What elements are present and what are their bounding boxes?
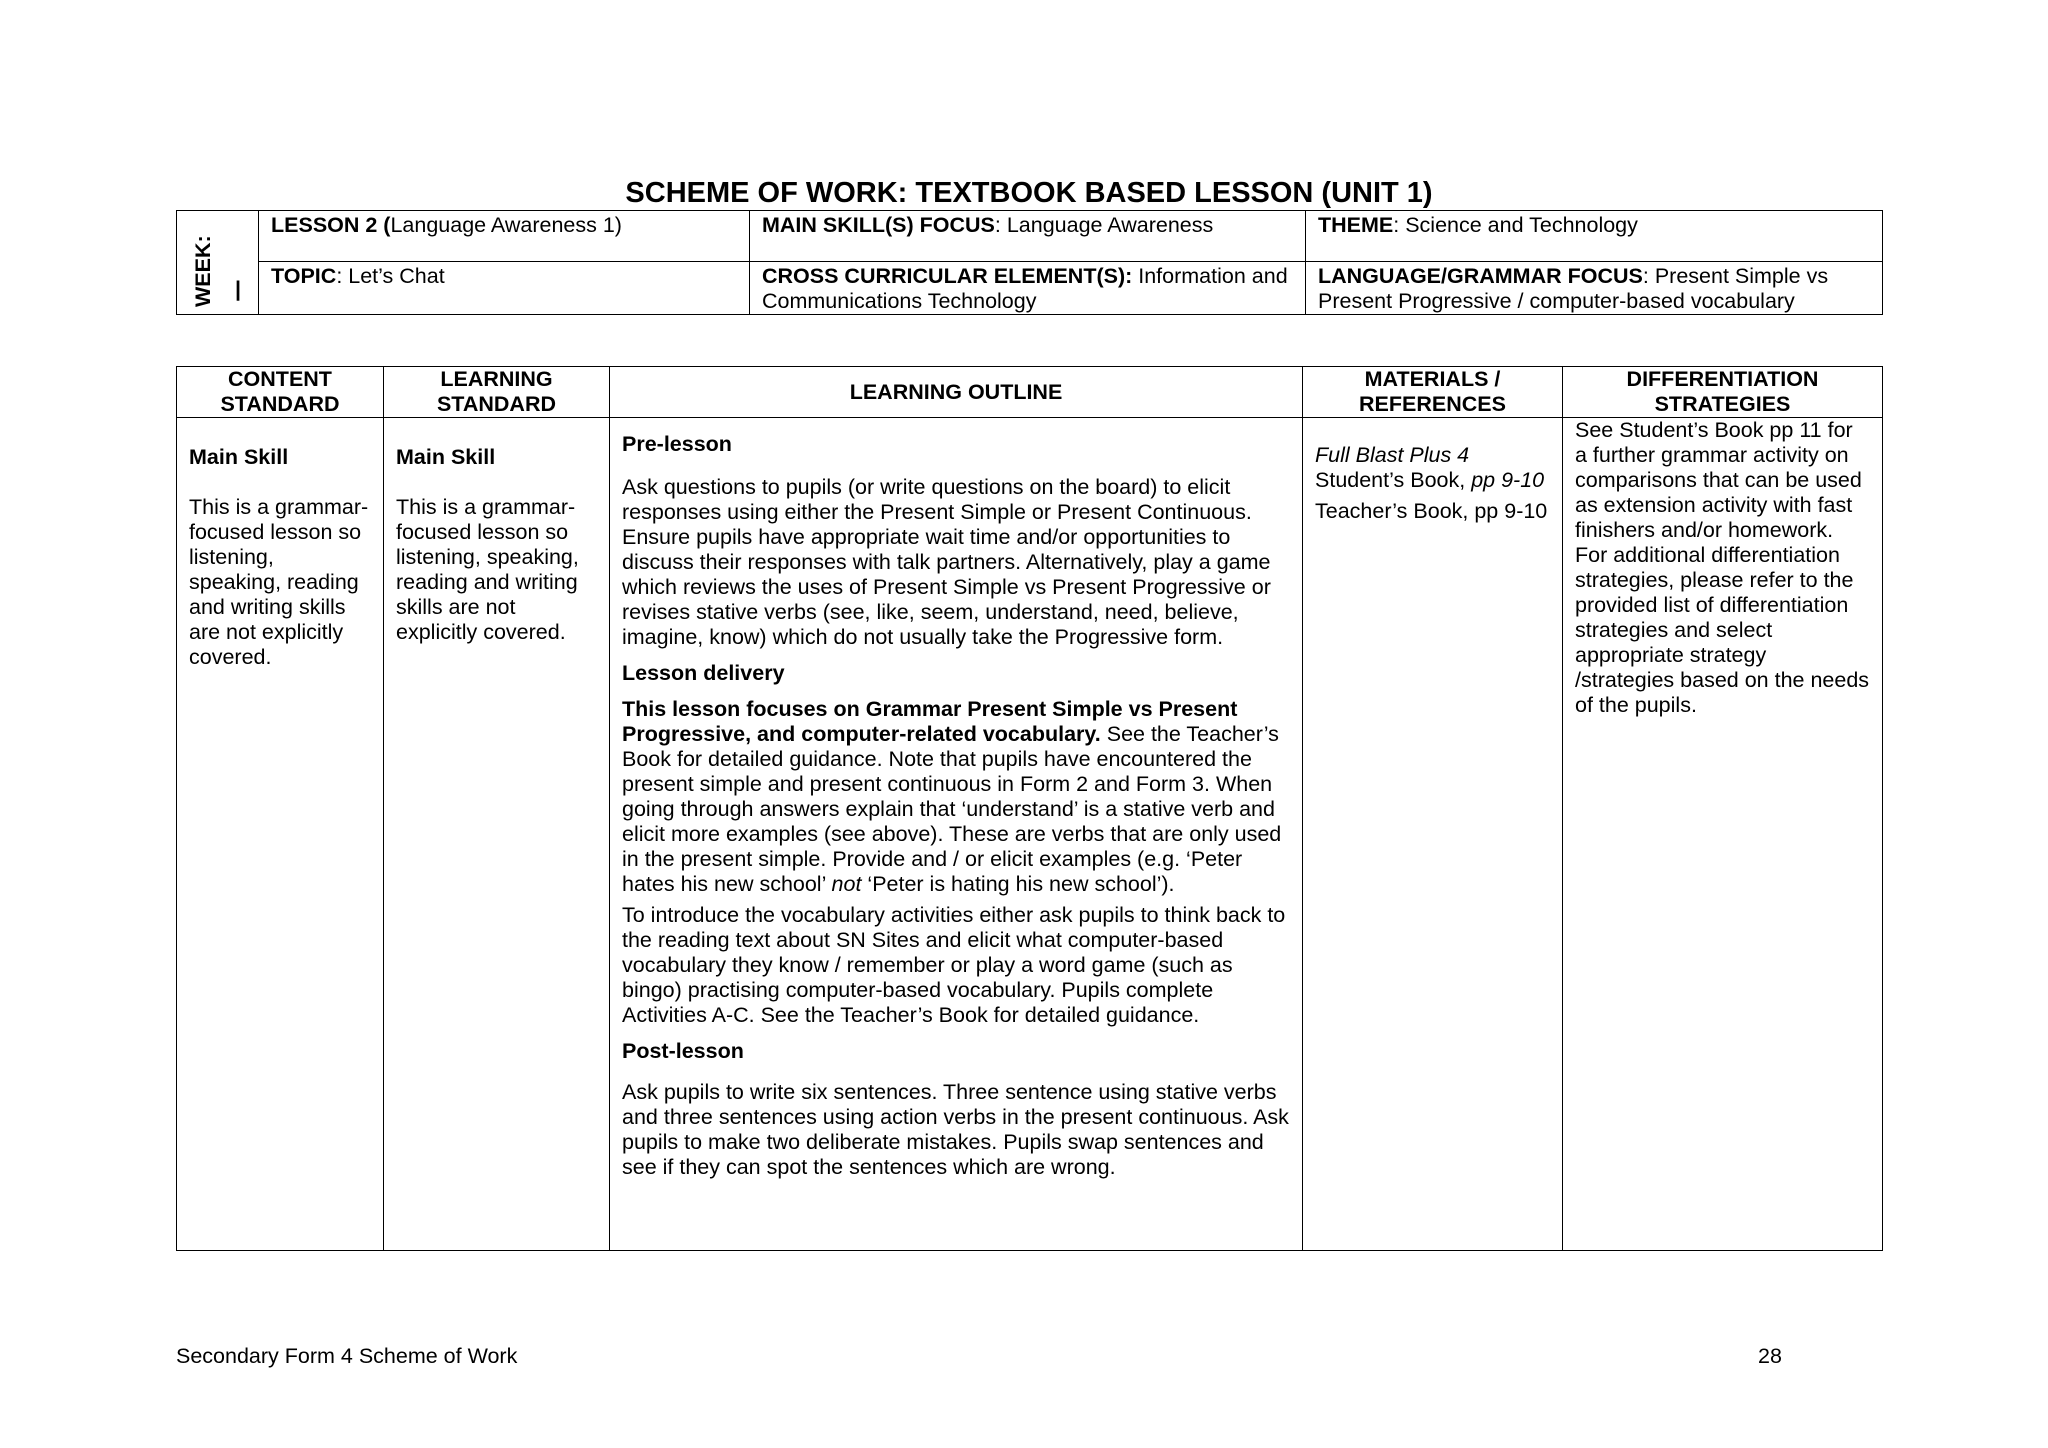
page-title: SCHEME OF WORK: TEXTBOOK BASED LESSON (UNIT 1) xyxy=(625,177,1433,209)
pre-lesson-heading: Pre-lesson xyxy=(622,432,732,456)
lesson-delivery-text xyxy=(622,697,1290,897)
grammar-focus-label: LANGUAGE/GRAMMAR FOCUS xyxy=(1318,264,1643,288)
footer-page-number: 28 xyxy=(1758,1344,1782,1368)
cross-curricular-value: Information and Communications Technology xyxy=(762,264,1288,313)
cross-curricular-label: CROSS CURRICULAR ELEMENT(S): xyxy=(762,264,1133,288)
differentiation-header: DIFFERENTIATION STRATEGIES xyxy=(1563,367,1883,418)
week-cell xyxy=(177,211,259,315)
learning-standard-heading: Main Skill xyxy=(396,445,496,469)
lesson-cell xyxy=(259,211,750,262)
post-lesson-heading: Post-lesson xyxy=(622,1039,744,1063)
lesson-value: Language Awareness 1) xyxy=(390,213,622,237)
materials-teachers-book: Teacher’s Book, pp 9-10 xyxy=(1315,499,1548,523)
main-skill-value: : Language Awareness xyxy=(994,213,1214,237)
learning-outline-cell xyxy=(610,418,1303,1251)
content-standard-cell xyxy=(177,418,384,1251)
learning-standard-cell xyxy=(384,418,610,1251)
content-standard-text: This is a grammar-focused lesson so listening, speaking, reading and writing skills are not explicitly covered. xyxy=(189,495,369,669)
materials-header: MATERIALS / REFERENCES xyxy=(1303,367,1563,418)
lesson-label: LESSON 2 ( xyxy=(271,213,391,237)
lesson-focus-statement: This lesson focuses on Grammar Present Simple vs Present Progressive, and computer-related vocabulary. xyxy=(622,697,1238,746)
lesson-delivery-heading: Lesson delivery xyxy=(622,661,785,685)
post-lesson-text: Ask pupils to write six sentences. Three sentence using stative verbs and three sentences using action verbs in the present continuous. Ask pupils to make two deliberate mistakes. Pupils swap sentences and see if they can spot the sentences which are wrong. xyxy=(622,1080,1289,1179)
topic-label: TOPIC xyxy=(271,264,337,288)
lesson-delivery-not: not xyxy=(831,872,862,896)
content-standard-header: CONTENT STANDARD xyxy=(177,367,384,418)
week-value: | xyxy=(235,277,242,301)
lesson-plan-table xyxy=(176,366,1883,1251)
lesson-header-table xyxy=(176,210,1883,315)
theme-value: : Science and Technology xyxy=(1393,213,1638,237)
grammar-focus-value: : Present Simple vs Present Progressive / computer-based vocabulary xyxy=(1318,264,1829,313)
footer-document-name: Secondary Form 4 Scheme of Work xyxy=(176,1344,518,1368)
differentiation-text-2: For additional differentiation strategies, please refer to the provided list of differentiation strategies and select appropriate strategy /strategies based on the needs of the pupils. xyxy=(1575,543,1870,717)
theme-label: THEME xyxy=(1318,213,1394,237)
students-book-pages: pp 9-10 xyxy=(1471,468,1545,492)
main-skill-cell xyxy=(750,211,1306,262)
vocabulary-activity-text: To introduce the vocabulary activities either ask pupils to think back to the reading text about SN Sites and elicit what computer-based vocabulary they know / remember or play a word game (such as bingo) practising computer-based vocabulary. Pupils complete Activities A-C. See the Teacher’s Book for detailed guidance. xyxy=(622,903,1286,1027)
topic-cell xyxy=(259,262,750,315)
content-standard-heading: Main Skill xyxy=(189,445,289,469)
learning-standard-text: This is a grammar-focused lesson so listening, speaking, reading and writing skills are not explicitly covered. xyxy=(396,495,579,644)
main-skill-label: MAIN SKILL(S) FOCUS xyxy=(762,213,995,237)
week-label: WEEK: xyxy=(191,235,215,307)
materials-book-title: Full Blast Plus 4 xyxy=(1315,443,1470,467)
lesson-delivery-text-2: ‘Peter is hating his new school’). xyxy=(861,872,1175,896)
materials-cell xyxy=(1303,418,1563,1251)
cross-curricular-cell xyxy=(750,262,1306,315)
pre-lesson-text: Ask questions to pupils (or write questions on the board) to elicit responses using either the Present Simple or Present Continuous. Ensure pupils have appropriate wait time and/or opportunities to discuss their responses with talk partners. Alternatively, play a game which reviews the uses of Present Simple vs Present Progressive or revises stative verbs (see, like, seem, understand, need, believe, imagine, know) which do not usually take the Progressive form. xyxy=(622,475,1271,649)
topic-value: : Let’s Chat xyxy=(336,264,445,288)
learning-standard-header: LEARNING STANDARD xyxy=(384,367,610,418)
differentiation-text-1: See Student’s Book pp 11 for a further grammar activity on comparisons that can be used as extension activity with fast finishers and/or homework. xyxy=(1575,418,1862,542)
materials-students-book xyxy=(1315,468,1550,493)
students-book-label: Student’s Book, xyxy=(1315,468,1472,492)
grammar-focus-cell xyxy=(1306,262,1883,315)
learning-outline-header: LEARNING OUTLINE xyxy=(610,367,1303,418)
theme-cell xyxy=(1306,211,1883,262)
lesson-delivery-text-1: See the Teacher’s Book for detailed guidance. Note that pupils have encountered the present simple and present continuous in Form 2 and Form 3. When going through answers explain that ‘understand’ is a stative verb and elicit more examples (see above). These are verbs that are only used in the present simple. Provide and / or elicit examples (e.g. ‘Peter hates his new school’ xyxy=(622,722,1282,896)
differentiation-cell xyxy=(1563,418,1883,1251)
